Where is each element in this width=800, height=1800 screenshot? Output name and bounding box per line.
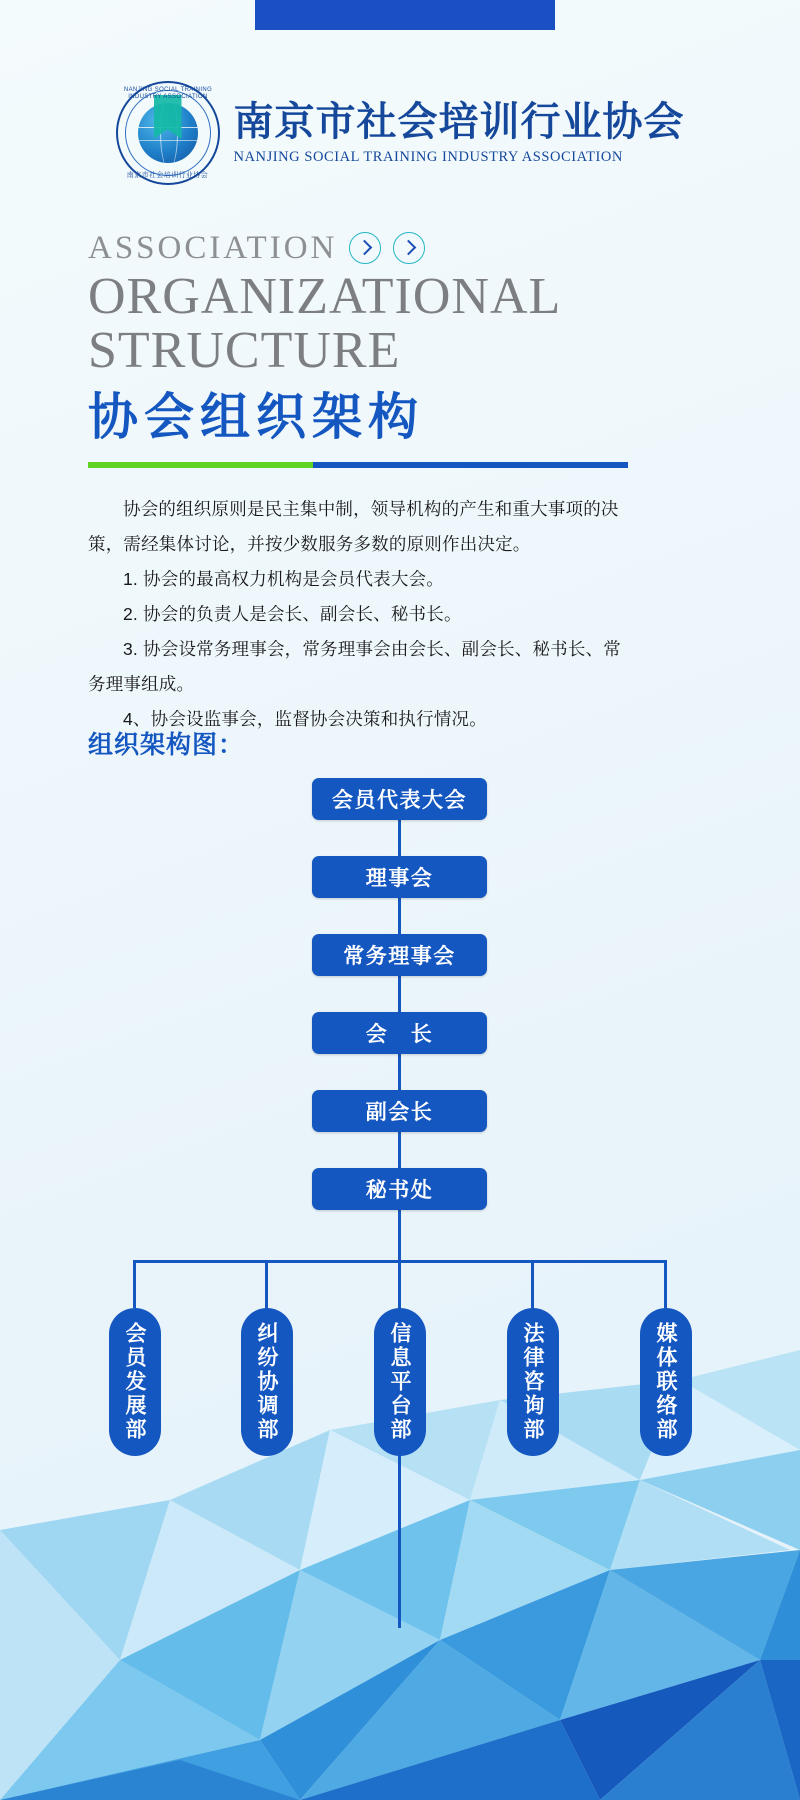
chart-dept-0 — [109, 1308, 161, 1456]
logo-arc-top-text: NANJING SOCIAL TRAINING INDUSTRY ASSOCIATION — [123, 86, 212, 100]
chart-dept-4 — [640, 1308, 692, 1456]
chevron-right-icon-1 — [349, 232, 381, 264]
chart-node-3: 会 长 — [312, 1012, 487, 1054]
chart-dept-0-label: 会员发展部 — [123, 1322, 146, 1442]
title-line-organizational: ORGANIZATIONAL — [88, 268, 562, 325]
chart-dept-1-label: 纠纷协调部 — [255, 1322, 278, 1442]
organization-names — [234, 100, 685, 167]
chart-node-4: 副会长 — [312, 1090, 487, 1132]
chart-drop-4 — [664, 1260, 667, 1308]
chart-drop-3 — [531, 1260, 534, 1308]
chart-node-2: 常务理事会 — [312, 934, 487, 976]
chart-heading: 组织架构图： — [88, 731, 245, 759]
title-line-association: ASSOCIATION — [88, 229, 338, 266]
chart-dept-1 — [241, 1308, 293, 1456]
association-logo-icon — [116, 81, 220, 185]
chevron-right-icon-2 — [393, 232, 425, 264]
chart-node-0: 会员代表大会 — [312, 778, 487, 820]
title-chinese: 协会组织架构 — [88, 389, 424, 446]
chart-node-5: 秘书处 — [312, 1168, 487, 1210]
intro-paragraph-1: 协会的组织原则是民主集中制，领导机构的产生和重大事项的决策，需经集体讨论，并按少数服务多数的原则作出决定。 — [88, 499, 619, 554]
chart-dept-3-label: 法律咨询部 — [521, 1322, 544, 1442]
title-block — [88, 228, 728, 445]
intro-paragraph-3: 2. 协会的负责人是会长、副会长、秘书长。 — [123, 604, 462, 624]
chart-dept-4-label: 媒体联络部 — [654, 1322, 677, 1442]
intro-paragraph-5: 4、协会设监事会，监督协会决策和执行情况。 — [123, 709, 487, 729]
intro-text — [88, 492, 628, 737]
org-name-en: NANJING SOCIAL TRAINING INDUSTRY ASSOCIATION — [233, 149, 623, 166]
org-name-cn: 南京市社会培训行业协会 — [233, 99, 685, 144]
title-line-structure: STRUCTURE — [88, 322, 401, 380]
top-blue-tab — [255, 0, 555, 30]
chart-drop-1 — [265, 1260, 268, 1308]
chart-dept-2-label: 信息平台部 — [388, 1322, 411, 1442]
title-association-row — [88, 228, 728, 268]
org-chart — [0, 760, 800, 1442]
chart-dept-2 — [374, 1308, 426, 1456]
intro-paragraph-2: 1. 协会的最高权力机构是会员代表大会。 — [123, 569, 444, 589]
title-divider — [88, 462, 628, 468]
chart-dept-3 — [507, 1308, 559, 1456]
chart-drop-2 — [398, 1260, 401, 1308]
association-header — [0, 78, 800, 188]
chart-node-1: 理事会 — [312, 856, 487, 898]
intro-paragraph-4: 3. 协会设常务理事会，常务理事会由会长、副会长、秘书长、常务理事组成。 — [88, 639, 621, 694]
logo-arc-bottom-text: 南京市社会培训行业协会 — [126, 172, 209, 179]
chart-drop-0 — [133, 1260, 136, 1308]
